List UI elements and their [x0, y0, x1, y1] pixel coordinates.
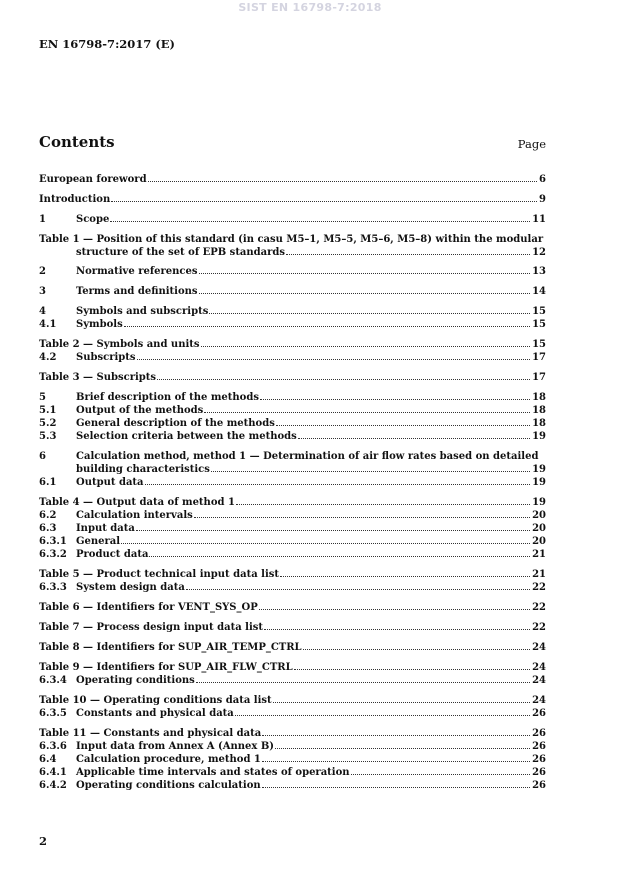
toc-entry-page: 20 — [532, 523, 546, 534]
toc-entry-title: Scope — [76, 214, 110, 225]
toc-entry-title: Symbols — [76, 319, 123, 330]
toc-entry-title: Table 2 — Symbols and units — [39, 339, 200, 350]
toc-entry-title: Calculation intervals — [76, 510, 193, 521]
toc-entry-page: 26 — [532, 728, 546, 739]
toc-entry-number: 4 — [39, 306, 46, 317]
toc-leader-dots — [204, 411, 530, 413]
toc-leader-dots — [186, 588, 530, 590]
toc-leader-dots — [137, 358, 531, 360]
toc-entry-title: Introduction — [39, 194, 111, 205]
toc-entry[interactable] — [39, 417, 546, 430]
toc-entry[interactable] — [39, 674, 546, 687]
toc-entry-page: 6 — [539, 174, 546, 185]
toc-entry-page: 26 — [532, 708, 546, 719]
toc-entry[interactable] — [39, 707, 546, 720]
toc-entry[interactable] — [39, 568, 546, 581]
toc-entry-title: General description of the methods — [76, 418, 275, 429]
toc-entry-number: 6.3.2 — [39, 549, 67, 560]
toc-leader-dots — [209, 312, 530, 314]
toc-leader-dots — [262, 786, 530, 788]
toc-entry-page: 20 — [532, 536, 546, 547]
toc-leader-dots — [124, 325, 530, 327]
toc-entry-page: 17 — [532, 372, 546, 383]
toc-entry-page: 15 — [532, 306, 546, 317]
toc-leader-dots — [298, 437, 530, 439]
toc-entry[interactable] — [39, 601, 546, 614]
toc-entry-number: 6.4.2 — [39, 780, 67, 791]
toc-leader-dots — [199, 292, 531, 294]
toc-leader-dots — [262, 734, 530, 736]
toc-entry-page: 21 — [532, 569, 546, 580]
toc-entry-number: 3 — [39, 286, 46, 297]
toc-entry[interactable] — [39, 404, 546, 417]
toc-leader-dots — [259, 608, 530, 610]
toc-entry-title: Calculation procedure, method 1 — [76, 754, 261, 765]
toc-entry-page: 18 — [532, 418, 546, 429]
toc-entry-number: 5 — [39, 392, 46, 403]
toc-entry-number: 1 — [39, 214, 46, 225]
toc-entry-page: 13 — [532, 266, 546, 277]
toc-entry[interactable] — [39, 548, 546, 561]
toc-leader-dots — [235, 714, 530, 716]
toc-leader-dots — [136, 529, 530, 531]
toc-leader-dots — [110, 220, 530, 222]
toc-leader-dots — [211, 470, 530, 472]
toc-entry-page: 19 — [532, 431, 546, 442]
toc-entry-title: Table 11 — Constants and physical data — [39, 728, 262, 739]
toc-entry-title: System design data — [76, 582, 185, 593]
toc-entry[interactable] — [39, 213, 546, 226]
toc-entry-page: 18 — [532, 405, 546, 416]
toc-entry-page: 9 — [539, 194, 546, 205]
toc-entry[interactable] — [39, 285, 546, 298]
toc-entry[interactable] — [39, 450, 546, 476]
toc-entry-page: 15 — [532, 319, 546, 330]
toc-entry-page: 24 — [532, 662, 546, 673]
page-column-label: Page — [517, 137, 546, 151]
toc-entry[interactable] — [39, 430, 546, 443]
toc-entry-number: 6.3.3 — [39, 582, 67, 593]
toc-entry[interactable] — [39, 265, 546, 278]
toc-leader-dots — [262, 760, 530, 762]
watermark: SIST EN 16798-7:2018 — [238, 1, 382, 14]
toc-entry-title: General — [76, 536, 121, 547]
toc-entry[interactable] — [39, 641, 546, 654]
toc-entry[interactable] — [39, 766, 546, 779]
toc-leader-dots — [303, 648, 531, 650]
toc-entry-page: 26 — [532, 767, 546, 778]
toc-leader-dots — [286, 253, 530, 255]
toc-entry[interactable] — [39, 371, 546, 384]
toc-leader-dots — [275, 747, 530, 749]
toc-entry[interactable] — [39, 727, 546, 740]
toc-entry[interactable] — [39, 581, 546, 594]
toc-leader-dots — [351, 773, 531, 775]
toc-entry-page: 24 — [532, 695, 546, 706]
toc-entry-page: 11 — [532, 214, 546, 225]
toc-entry-title: Table 8 — Identifiers for SUP_AIR_TEMP_CTRL — [39, 642, 302, 653]
toc-entry[interactable] — [39, 476, 546, 489]
toc-entry[interactable] — [39, 173, 546, 186]
toc-entry-title: Table 5 — Product technical input data list — [39, 569, 280, 580]
toc-entry-number: 6.4.1 — [39, 767, 67, 778]
toc-entry-page: 21 — [532, 549, 546, 560]
toc-entry[interactable] — [39, 522, 546, 535]
toc-entry-title: Input data from Annex A (Annex B) — [76, 741, 275, 752]
toc-leader-dots — [276, 424, 530, 426]
toc-leader-dots — [201, 345, 531, 347]
toc-entry-page: 17 — [532, 352, 546, 363]
toc-entry-number: 4.1 — [39, 319, 57, 330]
toc-entry-number: 6.3 — [39, 523, 57, 534]
toc-leader-dots — [260, 398, 530, 400]
toc-entry-page: 20 — [532, 510, 546, 521]
toc-entry[interactable] — [39, 318, 546, 331]
toc-entry-page: 12 — [532, 247, 546, 258]
toc-entry-title: Output of the methods — [76, 405, 204, 416]
toc-entry-title: Table 3 — Subscripts — [39, 372, 157, 383]
toc-leader-dots — [111, 200, 537, 202]
toc-leader-dots — [194, 516, 530, 518]
toc-entry-number: 5.3 — [39, 431, 57, 442]
toc-entry[interactable] — [39, 193, 546, 206]
toc-entry-page: 15 — [532, 339, 546, 350]
toc-entry-page: 14 — [532, 286, 546, 297]
toc-leader-dots — [145, 483, 531, 485]
toc-entry-title: Output data — [76, 477, 144, 488]
toc-entry-title: Table 7 — Process design input data list — [39, 622, 264, 633]
toc-leader-dots — [121, 542, 530, 544]
toc-entry[interactable] — [39, 338, 546, 351]
toc-entry-title: Operating conditions — [76, 675, 195, 686]
toc-leader-dots — [196, 681, 530, 683]
toc-entry-page: 26 — [532, 780, 546, 791]
toc-entry-number: 5.1 — [39, 405, 57, 416]
toc-entry[interactable] — [39, 233, 546, 259]
toc-entry-page: 18 — [532, 392, 546, 403]
toc-entry-title-continued: structure of the set of EPB standards — [76, 247, 286, 258]
toc-entry-page: 19 — [532, 497, 546, 508]
toc-entry-title: Table 1 — Position of this standard (in casu M5–1, M5–5, M5–6, M5–8) within the modular — [39, 234, 544, 245]
toc-entry-title: Table 9 — Identifiers for SUP_AIR_FLW_CTRL — [39, 662, 293, 673]
toc-entry-number: 6 — [39, 451, 46, 462]
toc-leader-dots — [149, 555, 530, 557]
toc-leader-dots — [148, 180, 537, 182]
toc-entry-page: 24 — [532, 675, 546, 686]
toc-entry-number: 5.2 — [39, 418, 57, 429]
toc-entry-title-continued: building characteristics — [76, 464, 210, 475]
toc-entry-number: 2 — [39, 266, 46, 277]
toc-entry-title: Product data — [76, 549, 149, 560]
toc-leader-dots — [157, 378, 530, 380]
toc-entry[interactable] — [39, 661, 546, 674]
toc-entry-page: 19 — [532, 477, 546, 488]
footer-page-number: 2 — [39, 834, 48, 848]
toc-entry-title: Calculation method, method 1 — Determination of air flow rates based on detailed — [76, 451, 539, 462]
toc-entry-title: Applicable time intervals and states of operation — [76, 767, 350, 778]
toc-entry[interactable] — [39, 391, 546, 404]
toc-entry-number: 6.3.4 — [39, 675, 67, 686]
toc-entry-page: 26 — [532, 741, 546, 752]
toc-leader-dots — [264, 628, 530, 630]
toc-entry-number: 6.3.5 — [39, 708, 67, 719]
toc-entry-title: Operating conditions calculation — [76, 780, 261, 791]
toc-entry-title: Subscripts — [76, 352, 136, 363]
toc-entry-number: 6.2 — [39, 510, 57, 521]
document-id: EN 16798-7:2017 (E) — [39, 37, 175, 51]
toc-entry-page: 24 — [532, 642, 546, 653]
toc-entry-page: 19 — [532, 464, 546, 475]
toc-entry-title: Input data — [76, 523, 135, 534]
toc-entry-page: 22 — [532, 602, 546, 613]
toc-entry[interactable] — [39, 779, 546, 792]
toc-entry-title: Constants and physical data — [76, 708, 234, 719]
toc-entry-title: Table 10 — Operating conditions data list — [39, 695, 272, 706]
toc-entry[interactable] — [39, 535, 546, 548]
toc-entry-title: Terms and definitions — [76, 286, 198, 297]
toc-leader-dots — [199, 272, 531, 274]
toc-leader-dots — [236, 503, 530, 505]
toc-entry[interactable] — [39, 753, 546, 766]
toc-entry[interactable] — [39, 496, 546, 509]
toc-entry-page: 26 — [532, 754, 546, 765]
toc-entry[interactable] — [39, 305, 546, 318]
toc-entry-title: Brief description of the methods — [76, 392, 259, 403]
toc-entry-number: 6.1 — [39, 477, 57, 488]
toc-entry-title: Selection criteria between the methods — [76, 431, 297, 442]
toc-entry[interactable] — [39, 740, 546, 753]
toc-leader-dots — [280, 575, 530, 577]
toc-entry[interactable] — [39, 351, 546, 364]
toc-entry-page: 22 — [532, 622, 546, 633]
contents-title: Contents — [39, 133, 115, 151]
toc-leader-dots — [294, 668, 530, 670]
toc-entry-number: 6.3.6 — [39, 741, 67, 752]
toc-entry-title: Table 6 — Identifiers for VENT_SYS_OP — [39, 602, 258, 613]
toc-entry-number: 6.4 — [39, 754, 57, 765]
toc-entry[interactable] — [39, 694, 546, 707]
toc-entry-number: 6.3.1 — [39, 536, 67, 547]
toc-entry-title: European foreword — [39, 174, 147, 185]
toc-entry-title: Table 4 — Output data of method 1 — [39, 497, 235, 508]
toc-entry-title: Normative references — [76, 266, 198, 277]
toc-entry[interactable] — [39, 509, 546, 522]
toc-entry-title: Symbols and subscripts — [76, 306, 209, 317]
toc-leader-dots — [273, 701, 530, 703]
toc-entry-page: 22 — [532, 582, 546, 593]
toc-entry-number: 4.2 — [39, 352, 57, 363]
toc-entry[interactable] — [39, 621, 546, 634]
